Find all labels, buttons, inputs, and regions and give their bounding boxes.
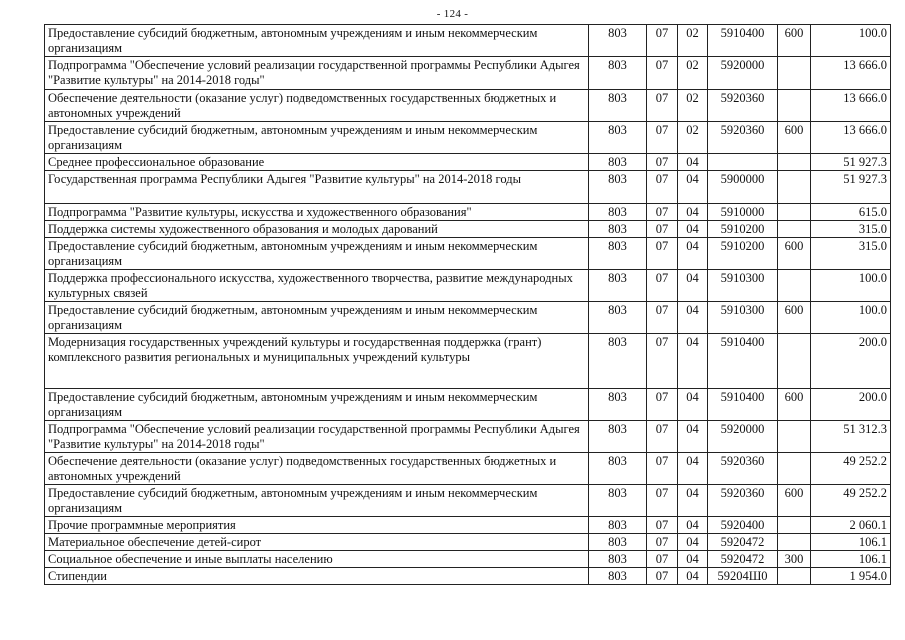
row-expense-type (778, 90, 811, 122)
row-section-code: 07 (647, 517, 678, 534)
page-number: - 124 - (436, 8, 469, 20)
row-name: Предоставление субсидий бюджетным, автономным учреждениям и иным некоммерческим организациям (45, 25, 589, 57)
row-ved-code: 803 (589, 57, 647, 90)
table-row (45, 453, 891, 485)
row-amount: 13 666.0 (811, 57, 891, 90)
row-ved-code: 803 (589, 421, 647, 453)
row-section-code: 07 (647, 270, 678, 302)
table-row (45, 517, 891, 534)
row-name: Предоставление субсидий бюджетным, автономным учреждениям и иным некоммерческим организациям (45, 485, 589, 517)
row-amount: 51 927.3 (811, 171, 891, 204)
row-target-article: 5920472 (708, 534, 778, 551)
row-target-article: 5920360 (708, 122, 778, 154)
row-subsection-code: 04 (678, 534, 708, 551)
row-amount: 315.0 (811, 238, 891, 270)
row-target-article: 5910300 (708, 302, 778, 334)
row-name: Подпрограмма "Развитие культуры, искусства и художественного образования" (45, 204, 589, 221)
table-row (45, 302, 891, 334)
row-name: Предоставление субсидий бюджетным, автономным учреждениям и иным некоммерческим организациям (45, 389, 589, 421)
row-section-code: 07 (647, 57, 678, 90)
row-section-code: 07 (647, 171, 678, 204)
row-section-code: 07 (647, 25, 678, 57)
row-expense-type: 300 (778, 551, 811, 568)
row-ved-code: 803 (589, 238, 647, 270)
row-ved-code: 803 (589, 171, 647, 204)
table-row (45, 154, 891, 171)
row-subsection-code: 04 (678, 171, 708, 204)
row-target-article: 5910400 (708, 389, 778, 421)
table-row (45, 389, 891, 421)
row-target-article: 5910000 (708, 204, 778, 221)
row-section-code: 07 (647, 453, 678, 485)
row-ved-code: 803 (589, 302, 647, 334)
row-subsection-code: 04 (678, 517, 708, 534)
row-expense-type: 600 (778, 302, 811, 334)
budget-table-body (45, 25, 891, 585)
row-subsection-code: 02 (678, 25, 708, 57)
row-ved-code: 803 (589, 221, 647, 238)
row-section-code: 07 (647, 204, 678, 221)
row-amount: 13 666.0 (811, 90, 891, 122)
row-section-code: 07 (647, 238, 678, 270)
row-expense-type (778, 154, 811, 171)
row-target-article: 5920360 (708, 453, 778, 485)
row-subsection-code: 02 (678, 90, 708, 122)
row-target-article: 5920000 (708, 421, 778, 453)
row-name: Подпрограмма "Обеспечение условий реализации государственной программы Республики Адыгея "Развитие культуры" на 2014-2018 годы" (45, 421, 589, 453)
row-section-code: 07 (647, 122, 678, 154)
row-amount: 315.0 (811, 221, 891, 238)
row-section-code: 07 (647, 302, 678, 334)
row-target-article: 5920000 (708, 57, 778, 90)
row-expense-type (778, 221, 811, 238)
budget-table (44, 24, 891, 585)
row-target-article: 59204Ш0 (708, 568, 778, 585)
row-ved-code: 803 (589, 534, 647, 551)
row-expense-type (778, 568, 811, 585)
row-amount: 106.1 (811, 534, 891, 551)
row-section-code: 07 (647, 551, 678, 568)
table-row (45, 334, 891, 389)
row-section-code: 07 (647, 389, 678, 421)
row-subsection-code: 04 (678, 238, 708, 270)
row-ved-code: 803 (589, 334, 647, 389)
row-name: Обеспечение деятельности (оказание услуг) подведомственных государственных бюджетных и автономных учреждений (45, 453, 589, 485)
row-ved-code: 803 (589, 551, 647, 568)
row-section-code: 07 (647, 221, 678, 238)
row-expense-type (778, 421, 811, 453)
row-amount: 615.0 (811, 204, 891, 221)
row-ved-code: 803 (589, 204, 647, 221)
row-target-article: 5900000 (708, 171, 778, 204)
row-subsection-code: 04 (678, 334, 708, 389)
row-ved-code: 803 (589, 25, 647, 57)
row-amount: 106.1 (811, 551, 891, 568)
table-row (45, 485, 891, 517)
row-ved-code: 803 (589, 517, 647, 534)
table-row (45, 551, 891, 568)
table-row (45, 122, 891, 154)
row-target-article: 5920472 (708, 551, 778, 568)
row-expense-type (778, 334, 811, 389)
row-target-article: 5920400 (708, 517, 778, 534)
row-ved-code: 803 (589, 122, 647, 154)
row-expense-type (778, 517, 811, 534)
row-subsection-code: 04 (678, 453, 708, 485)
row-ved-code: 803 (589, 270, 647, 302)
row-name: Поддержка профессионального искусства, художественного творчества, развитие международных культурных связей (45, 270, 589, 302)
row-subsection-code: 04 (678, 551, 708, 568)
row-name: Прочие программные мероприятия (45, 517, 589, 534)
row-name: Предоставление субсидий бюджетным, автономным учреждениям и иным некоммерческим организациям (45, 302, 589, 334)
row-section-code: 07 (647, 90, 678, 122)
row-amount: 51 927.3 (811, 154, 891, 171)
table-row (45, 238, 891, 270)
row-expense-type (778, 534, 811, 551)
row-subsection-code: 04 (678, 485, 708, 517)
row-amount: 200.0 (811, 389, 891, 421)
table-row (45, 568, 891, 585)
row-target-article: 5910200 (708, 221, 778, 238)
table-row (45, 221, 891, 238)
table-row (45, 90, 891, 122)
row-target-article: 5920360 (708, 90, 778, 122)
row-subsection-code: 04 (678, 270, 708, 302)
row-amount: 100.0 (811, 270, 891, 302)
row-target-article: 5910300 (708, 270, 778, 302)
table-row (45, 534, 891, 551)
row-name: Социальное обеспечение и иные выплаты населению (45, 551, 589, 568)
row-expense-type: 600 (778, 389, 811, 421)
row-amount: 13 666.0 (811, 122, 891, 154)
row-expense-type (778, 270, 811, 302)
row-ved-code: 803 (589, 568, 647, 585)
row-section-code: 07 (647, 421, 678, 453)
row-ved-code: 803 (589, 154, 647, 171)
table-row (45, 25, 891, 57)
table-row (45, 171, 891, 204)
row-amount: 100.0 (811, 25, 891, 57)
row-target-article (708, 154, 778, 171)
row-name: Поддержка системы художественного образования и молодых дарований (45, 221, 589, 238)
row-subsection-code: 04 (678, 204, 708, 221)
row-section-code: 07 (647, 534, 678, 551)
table-row (45, 270, 891, 302)
table-row (45, 421, 891, 453)
row-name: Среднее профессиональное образование (45, 154, 589, 171)
row-section-code: 07 (647, 485, 678, 517)
row-subsection-code: 04 (678, 302, 708, 334)
row-name: Подпрограмма "Обеспечение условий реализации государственной программы Республики Адыгея "Развитие культуры" на 2014-2018 годы" (45, 57, 589, 90)
row-ved-code: 803 (589, 485, 647, 517)
row-name: Государственная программа Республики Адыгея "Развитие культуры" на 2014-2018 годы (45, 171, 589, 204)
row-name: Стипендии (45, 568, 589, 585)
row-name: Предоставление субсидий бюджетным, автономным учреждениям и иным некоммерческим организациям (45, 122, 589, 154)
row-amount: 51 312.3 (811, 421, 891, 453)
row-expense-type (778, 57, 811, 90)
row-subsection-code: 04 (678, 221, 708, 238)
row-name: Обеспечение деятельности (оказание услуг) подведомственных государственных бюджетных и автономных учреждений (45, 90, 589, 122)
row-name: Материальное обеспечение детей-сирот (45, 534, 589, 551)
row-amount: 100.0 (811, 302, 891, 334)
row-section-code: 07 (647, 334, 678, 389)
row-section-code: 07 (647, 568, 678, 585)
row-name: Предоставление субсидий бюджетным, автономным учреждениям и иным некоммерческим организациям (45, 238, 589, 270)
row-subsection-code: 02 (678, 57, 708, 90)
row-name: Модернизация государственных учреждений культуры и государственная поддержка (грант) комплексного развития региональных и муниципальных учреждений культуры (45, 334, 589, 389)
row-subsection-code: 04 (678, 568, 708, 585)
row-target-article: 5910200 (708, 238, 778, 270)
row-amount: 2 060.1 (811, 517, 891, 534)
row-ved-code: 803 (589, 389, 647, 421)
row-expense-type (778, 453, 811, 485)
row-expense-type: 600 (778, 485, 811, 517)
table-row (45, 57, 891, 90)
row-expense-type: 600 (778, 122, 811, 154)
row-target-article: 5910400 (708, 334, 778, 389)
row-expense-type (778, 204, 811, 221)
row-amount: 49 252.2 (811, 485, 891, 517)
row-amount: 49 252.2 (811, 453, 891, 485)
row-subsection-code: 04 (678, 421, 708, 453)
row-subsection-code: 02 (678, 122, 708, 154)
row-amount: 200.0 (811, 334, 891, 389)
row-subsection-code: 04 (678, 154, 708, 171)
table-row (45, 204, 891, 221)
row-section-code: 07 (647, 154, 678, 171)
row-amount: 1 954.0 (811, 568, 891, 585)
row-expense-type: 600 (778, 25, 811, 57)
row-target-article: 5920360 (708, 485, 778, 517)
row-expense-type (778, 171, 811, 204)
row-target-article: 5910400 (708, 25, 778, 57)
row-subsection-code: 04 (678, 389, 708, 421)
row-ved-code: 803 (589, 453, 647, 485)
row-ved-code: 803 (589, 90, 647, 122)
row-expense-type: 600 (778, 238, 811, 270)
